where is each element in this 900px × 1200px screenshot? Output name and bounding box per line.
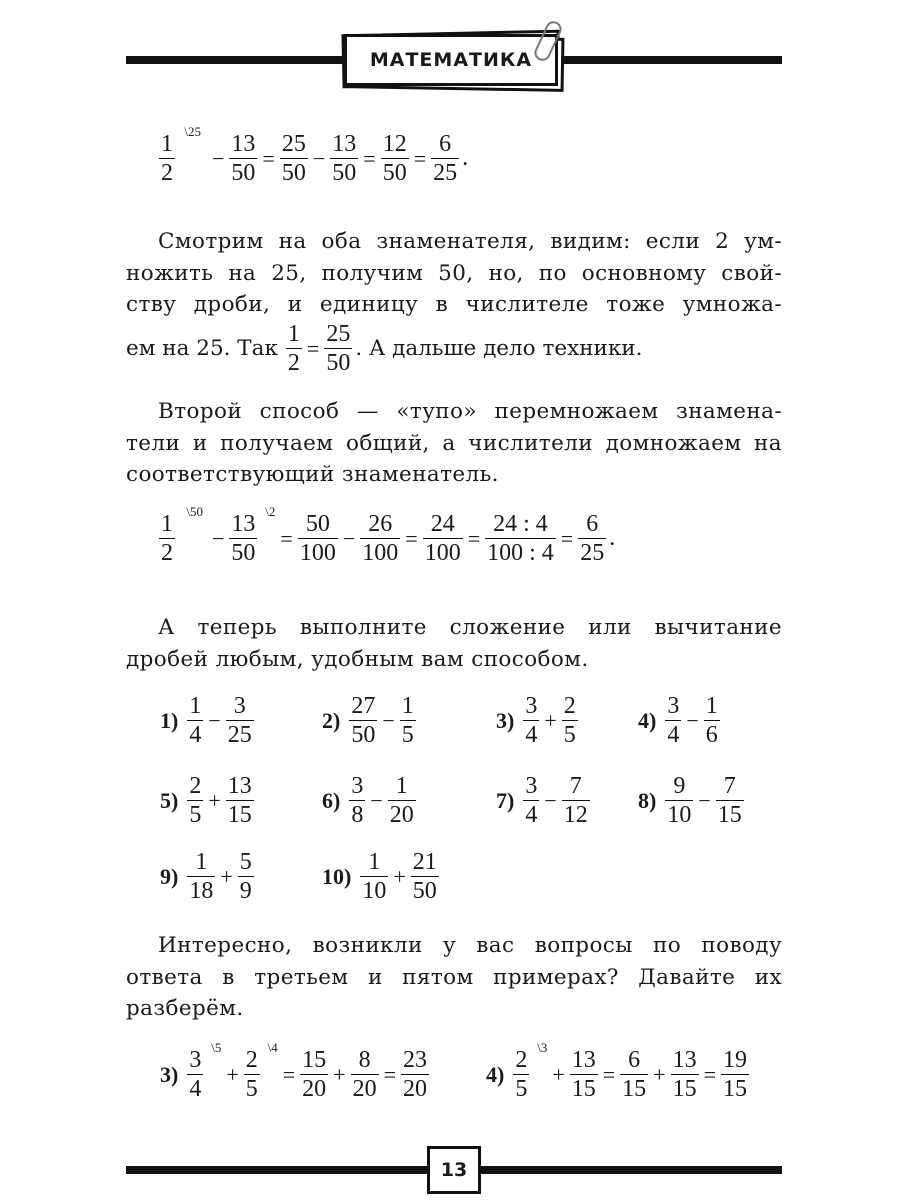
exercise-number: 7) [496,787,515,813]
operator: − [382,707,395,733]
fraction: $\frac{1}{5}$ [401,693,414,748]
exercise-number: 6) [322,787,341,813]
fraction: 13 50 \2 [231,504,276,566]
text-line: дробей любым, удобным вам способом. [126,646,589,672]
fraction: $\frac{25}{50}$ [326,321,351,376]
fraction: $\frac{25}{50}$ [281,131,306,186]
fraction: $\frac{8}{20}$ [352,1047,377,1102]
operator: + [208,787,221,813]
fraction: $\frac{13}{15}$ [227,773,252,828]
exercise [496,772,593,829]
fraction: $\frac{6}{25}$ [580,511,605,566]
equation-2: 1 2 \50 − 13 50 \2 = $\frac{50}{100}$ − $\frac{26}{100}$ = $\frac{24}{100}$ = $\frac{24 : 4}{100 : 4}$ = $\frac{6}{25}$ . [161,504,616,566]
text-line: А теперь выполните сложение или вычитание [158,615,782,640]
fraction: $\frac{7}{12}$ [563,773,588,828]
text-line: соответствующий знаменатель. [126,462,499,487]
exercise-number: 9) [160,863,179,889]
fraction: $\frac{19}{15}$ [723,1047,748,1102]
text-line: Второй способ — «тупо» перемножаем знамена- [158,399,782,424]
footer-rule-right [481,1166,782,1174]
exercise-number: 8) [638,787,657,813]
text-line: ству дроби, и единицу в числителе тоже умножа- [126,292,782,317]
operator: + [220,863,233,889]
fraction: 2 5 \3 [515,1040,548,1102]
exercise-number: 5) [160,787,179,813]
exercise [322,848,442,905]
fraction: $\frac{5}{9}$ [239,849,252,904]
fraction: $\frac{13}{15}$ [672,1047,697,1102]
fraction: $\frac{24}{100}$ [424,511,461,566]
fraction: 1 2 \50 [161,504,203,566]
fraction: $\frac{13}{50}$ [332,131,357,186]
exercise [160,692,257,749]
fraction: $\frac{13}{15}$ [571,1047,596,1102]
exercise-number: 4) [638,707,657,733]
page-number: 13 [427,1146,481,1194]
text-line: Интересно, возникли у вас вопросы по поводу [158,933,782,958]
paragraph-4 [126,930,782,1025]
fraction: $\frac{1}{4}$ [189,693,202,748]
fraction: $\frac{1}{6}$ [705,693,718,748]
operator: + [393,863,406,889]
fraction: $\frac{15}{20}$ [302,1047,327,1102]
fraction: $\frac{3}{25}$ [227,693,252,748]
paragraph-2 [126,396,782,491]
paragraph-1-last-line: ем на 25. Так $\frac{1}{2}$ = $\frac{25}{50}$ . А дальше дело техники. [126,321,643,376]
equation-1: 1 2 \25 − $\frac{13}{50}$ = $\frac{25}{50}$ − $\frac{13}{50}$ = $\frac{12}{50}$ = $\frac{6}{25}$ . [161,124,469,186]
exercise [638,772,747,829]
exercise [160,772,257,829]
text-line: ответа в третьем и пятом примерах? Давайте их [126,964,782,990]
fraction: $\frac{21}{50}$ [412,849,437,904]
section-title: МАТЕМАТИКА [344,34,558,86]
fraction: $\frac{1}{18}$ [189,849,214,904]
fraction: $\frac{3}{4}$ [525,773,538,828]
fraction: $\frac{6}{15}$ [622,1047,647,1102]
fraction: $\frac{23}{20}$ [403,1047,428,1102]
text-line: разберём. [126,996,244,1021]
fraction: $\frac{27}{50}$ [351,693,376,748]
fraction: 2 5 \4 [245,1040,278,1102]
header-rule-left [126,56,346,64]
exercise [638,692,723,749]
paragraph-3 [126,612,782,675]
exercise-number: 1) [160,707,179,733]
operator: − [544,787,557,813]
footer-rule-left [126,1166,427,1174]
fraction: $\frac{7}{15}$ [717,773,742,828]
text-line: тели и получаем общий, а числители домножаем на [126,430,782,456]
operator: − [686,707,699,733]
fraction: 3 4 \5 [189,1040,222,1102]
fraction: $\frac{2}{5}$ [563,693,576,748]
text-line: Смотрим на оба знаменателя, видим: если 2 ум- [158,229,782,254]
header-rule-right [560,56,782,64]
fraction: $\frac{3}{4}$ [667,693,680,748]
fraction: $\frac{1}{20}$ [389,773,414,828]
exercise [496,692,581,749]
fraction: $\frac{1}{10}$ [362,849,387,904]
fraction: $\frac{6}{25}$ [433,131,458,186]
fraction: $\frac{1}{2}$ [287,321,300,376]
operator: − [208,707,221,733]
fraction: $\frac{9}{10}$ [667,773,692,828]
fraction: $\frac{24 : 4}{100 : 4}$ [487,511,554,566]
fraction: $\frac{3}{8}$ [351,773,364,828]
operator: − [370,787,383,813]
text-line: ножить на 25, получим 50, но, по основному свой- [126,260,782,286]
fraction: 1 2 \25 [161,124,201,186]
operator: − [698,787,711,813]
exercise-number: 2) [322,707,341,733]
fraction: $\frac{26}{100}$ [362,511,399,566]
exercise [322,692,419,749]
equation-3: 3) 3 4 \5 + 2 5 \4 = $\frac{15}{20}$ + $\frac{8}{20}$ = $\frac{23}{20}$ [160,1040,428,1102]
paragraph-1 [126,226,782,321]
exercise [160,848,257,905]
fraction: $\frac{2}{5}$ [189,773,202,828]
operator: + [544,707,557,733]
equation-4: 4) 2 5 \3 + $\frac{13}{15}$ = $\frac{6}{15}$ + $\frac{13}{15}$ = $\frac{19}{15}$ [486,1040,748,1102]
exercise-number: 3) [496,707,515,733]
fraction: $\frac{13}{50}$ [231,131,256,186]
fraction: $\frac{50}{100}$ [299,511,336,566]
exercise-number: 10) [322,863,352,889]
fraction: $\frac{3}{4}$ [525,693,538,748]
fraction: $\frac{12}{50}$ [382,131,407,186]
exercise [322,772,419,829]
